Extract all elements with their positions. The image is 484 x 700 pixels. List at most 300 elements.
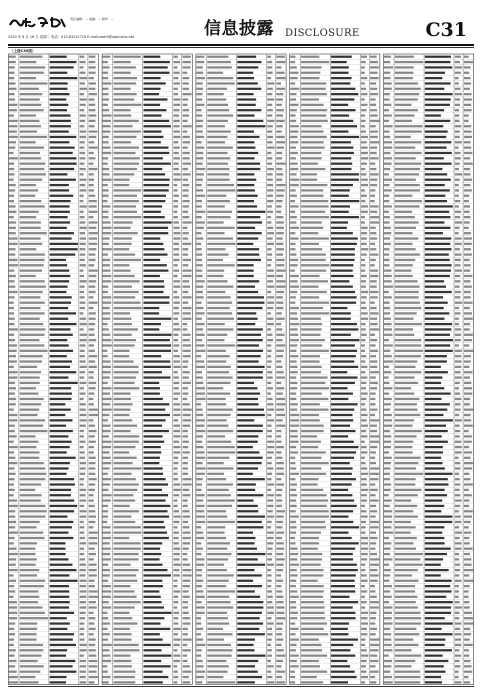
cell-text [301,606,325,608]
cell-text [20,88,39,90]
cell-text [464,371,473,373]
listing-tables [8,48,474,685]
cell-text [331,328,358,330]
cell-text [113,558,138,560]
cell-text [196,286,203,288]
cell-text [113,232,137,234]
cell-text [9,302,14,304]
cell-text [331,168,351,170]
page-number: C31 [425,19,467,41]
cell-text [301,141,323,143]
cell-text [370,88,377,90]
date-line: 2020 年 6 月 16 日 星期二 电话：010-83251716 E-mail:zqrb9@zqrb.sina.net [8,35,135,39]
cell-text [183,451,190,453]
cell-text [384,553,390,555]
cell-text [143,318,171,320]
cell-text [89,483,95,485]
cell-text [113,130,140,132]
cell-text [464,184,470,186]
cell-text [361,366,367,368]
cell-text [301,446,318,448]
cell-text [9,296,15,298]
cell-text [290,419,299,421]
cell-text [183,243,192,245]
cell-text [464,270,470,272]
cell-text [50,93,70,95]
cell-text [113,248,129,250]
cell-text [331,521,353,523]
cell-text [89,334,95,336]
cell-text [425,601,453,603]
cell-text [395,596,418,598]
cell-text [207,596,229,598]
cell-text [196,232,201,234]
cell-text [290,590,297,592]
cell-text [9,141,16,143]
cell-text [290,318,298,320]
cell-text [173,585,177,587]
cell-text [183,622,191,624]
cell-text [331,130,348,132]
cell-text [9,414,18,416]
cell-text [331,259,354,261]
cell-text [183,248,189,250]
cell-text [113,596,136,598]
cell-text [207,205,225,207]
cell-text [237,638,255,640]
cell-text [331,628,348,630]
cell-text [183,435,189,437]
cell-text [196,419,205,421]
cell-text [9,419,18,421]
cell-text [361,628,367,630]
cell-text [290,98,296,100]
cell-text [196,382,203,384]
cell-text [384,286,393,288]
cell-text [395,216,415,218]
cell-text [89,505,95,507]
cell-text [80,312,84,314]
cell-text [50,312,76,314]
cell-text [276,392,282,394]
cell-text [395,564,423,566]
cell-text [276,532,284,534]
cell-text [89,425,95,427]
cell-text [361,649,367,651]
cell-text [143,195,166,197]
cell-text [50,147,75,149]
cell-text [384,548,391,550]
cell-text [80,280,87,282]
cell-text [196,366,204,368]
cell-text [50,98,67,100]
cell-text [80,360,86,362]
cell-text [80,237,86,239]
cell-text [113,109,130,111]
cell-text [301,296,319,298]
cell-text [80,462,87,464]
cell-text [113,339,135,341]
cell-text [276,152,282,154]
cell-text [183,505,188,507]
cell-text [143,109,166,111]
cell-text [464,77,471,79]
cell-text [464,510,473,512]
cell-text [20,227,41,229]
cell-text [464,521,471,523]
cell-text [267,286,274,288]
cell-text [395,56,414,58]
cell-text [267,291,271,293]
cell-text [395,264,413,266]
cell-text [50,334,73,336]
cell-text [425,130,448,132]
cell-text [464,489,469,491]
cell-text [196,628,203,630]
cell-text [183,221,192,223]
cell-text [89,98,95,100]
cell-text [455,660,460,662]
cell-text [50,344,69,346]
cell-text [290,376,296,378]
cell-text [103,195,109,197]
cell-text [113,318,131,320]
cell-text [384,606,392,608]
cell-text [103,157,108,159]
cell-text [207,130,230,132]
cell-text [196,243,201,245]
cell-text [384,109,389,111]
cell-text [301,435,317,437]
cell-text [290,61,295,63]
cell-text [173,638,180,640]
cell-text [173,403,180,405]
cell-text [384,168,390,170]
cell-text [237,558,258,560]
cell-text [464,259,470,261]
cell-text [464,499,470,501]
cell-text [425,681,442,683]
cell-text [237,467,258,469]
cell-text [103,328,109,330]
cell-text [207,478,226,480]
cell-text [455,606,462,608]
cell-text [196,168,205,170]
cell-text [183,617,191,619]
cell-text [113,403,132,405]
cell-text [267,532,274,534]
cell-text [384,638,391,640]
cell-text [425,253,449,255]
cell-text [331,558,353,560]
cell-text [395,200,422,202]
cell-text [80,56,85,58]
cell-text [425,574,441,576]
cell-text [196,195,205,197]
cell-text [455,382,460,384]
cell-text [89,339,97,341]
cell-text [276,98,283,100]
cell-text [455,360,462,362]
cell-text [301,414,319,416]
cell-text [183,521,189,523]
cell-text [361,302,366,304]
cell-text [331,580,355,582]
cell-text [361,77,367,79]
cell-text [9,371,18,373]
cell-text [425,537,444,539]
cell-text [425,489,445,491]
cell-text [425,564,441,566]
cell-text [455,467,461,469]
cell-text [9,638,14,640]
cell-text [50,398,72,400]
cell-text [173,409,180,411]
cell-text [9,291,18,293]
cell-text [464,574,469,576]
cell-text [50,510,74,512]
cell-text [331,286,353,288]
cell-text [361,585,365,587]
cell-text [267,318,273,320]
cell-text [143,227,168,229]
cell-text [20,392,39,394]
cell-text [207,200,230,202]
cell-text [361,168,365,170]
cell-text [143,532,166,534]
cell-text [370,590,375,592]
cell-text [20,376,40,378]
cell-text [290,665,299,667]
cell-text [183,232,189,234]
cell-text [395,163,421,165]
cell-text [331,184,353,186]
cell-text [425,638,446,640]
cell-text [301,558,322,560]
cell-text [384,270,391,272]
cell-text [183,227,188,229]
cell-text [20,473,47,475]
cell-text [207,248,225,250]
cell-text [50,318,69,320]
cell-text [384,120,389,122]
cell-text [196,676,204,678]
cell-text [290,660,297,662]
cell-text [207,409,232,411]
cell-text [173,462,178,464]
cell-text [464,585,470,587]
cell-text [80,232,85,234]
cell-text [50,339,68,341]
cell-text [103,398,112,400]
cell-text [183,360,189,362]
cell-text [89,227,97,229]
cell-text [370,558,379,560]
cell-text [196,473,205,475]
cell-text [276,334,284,336]
cell-text [50,515,68,517]
cell-text [173,270,179,272]
cell-text [370,253,378,255]
cell-text [301,467,321,469]
cell-text [276,681,285,683]
cell-text [113,574,136,576]
cell-text [455,548,462,550]
cell-text [103,601,109,603]
cell-text [370,462,376,464]
cell-text [267,553,272,555]
cell-text [20,596,40,598]
cell-text [113,606,134,608]
cell-text [103,483,110,485]
cell-text [267,371,272,373]
cell-text [9,548,17,550]
cell-text [20,585,44,587]
cell-text [464,505,469,507]
cell-text [370,451,376,453]
cell-text [301,205,329,207]
cell-text [464,553,470,555]
cell-text [103,564,109,566]
cell-text [455,318,459,320]
cell-text [237,403,258,405]
cell-text [384,387,392,389]
cell-text [173,387,178,389]
cell-text [276,409,284,411]
cell-text [455,136,460,138]
cell-text [113,307,141,309]
cell-text [237,585,262,587]
cell-text [89,104,96,106]
cell-text [361,350,365,352]
cell-text [395,558,421,560]
cell-text [395,606,418,608]
cell-text [267,558,272,560]
cell-text [237,601,263,603]
cell-text [20,173,46,175]
cell-text [207,558,228,560]
cell-text [301,61,329,63]
cell-text [384,77,391,79]
cell-text [301,681,323,683]
cell-text [207,173,229,175]
cell-text [267,585,271,587]
cell-text [370,441,379,443]
cell-text [89,382,97,384]
cell-text [464,612,472,614]
cell-text [425,205,453,207]
cell-text [331,232,353,234]
cell-text [50,478,74,480]
cell-text [9,441,14,443]
cell-text [395,72,414,74]
cell-text [267,617,271,619]
cell-text [331,216,359,218]
cell-text [9,553,18,555]
cell-text [173,179,180,181]
cell-text [370,350,378,352]
cell-text [455,665,461,667]
cell-text [9,585,14,587]
cell-text [425,248,452,250]
cell-text [395,243,413,245]
cell-text [290,141,298,143]
cell-text [207,446,235,448]
cell-text [89,157,96,159]
cell-text [276,542,284,544]
cell-text [267,125,273,127]
cell-text [143,77,160,79]
cell-text [455,61,460,63]
cell-text [103,462,112,464]
cell-text [89,211,98,213]
cell-text [89,243,98,245]
cell-text [290,387,297,389]
cell-text [113,537,129,539]
cell-text [103,681,109,683]
cell-text [290,649,296,651]
cell-text [20,425,43,427]
cell-text [384,280,392,282]
cell-text [173,104,180,106]
cell-text [196,152,203,154]
cell-text [301,302,329,304]
cell-text [464,82,471,84]
cell-text [464,307,470,309]
cell-text [267,184,273,186]
cell-text [80,141,85,143]
cell-text [361,157,368,159]
cell-text [301,355,320,357]
cell-text [50,291,67,293]
cell-text [301,264,329,266]
cell-text [237,232,261,234]
cell-text [143,312,159,314]
cell-text [113,414,129,416]
cell-text [301,564,321,566]
cell-text [237,441,258,443]
cell-text [89,606,97,608]
cell-text [9,457,16,459]
cell-text [464,286,472,288]
cell-text [464,339,472,341]
cell-text [455,275,460,277]
cell-text [173,125,179,127]
cell-text [9,216,14,218]
cell-text [183,548,189,550]
cell-text [237,173,254,175]
cell-text [207,425,228,427]
cell-text [384,189,392,191]
cell-text [464,387,472,389]
cell-text [464,195,469,197]
cell-text [425,505,444,507]
cell-text [395,88,421,90]
cell-text [290,366,297,368]
cell-text [455,189,459,191]
cell-text [183,660,188,662]
cell-text [196,633,201,635]
cell-text [183,628,188,630]
cell-text [237,291,258,293]
cell-text [276,72,284,74]
cell-text [290,414,299,416]
cell-text [361,323,365,325]
cell-text [384,521,392,523]
cell-text [290,211,295,213]
cell-text [267,590,272,592]
cell-text [50,548,66,550]
